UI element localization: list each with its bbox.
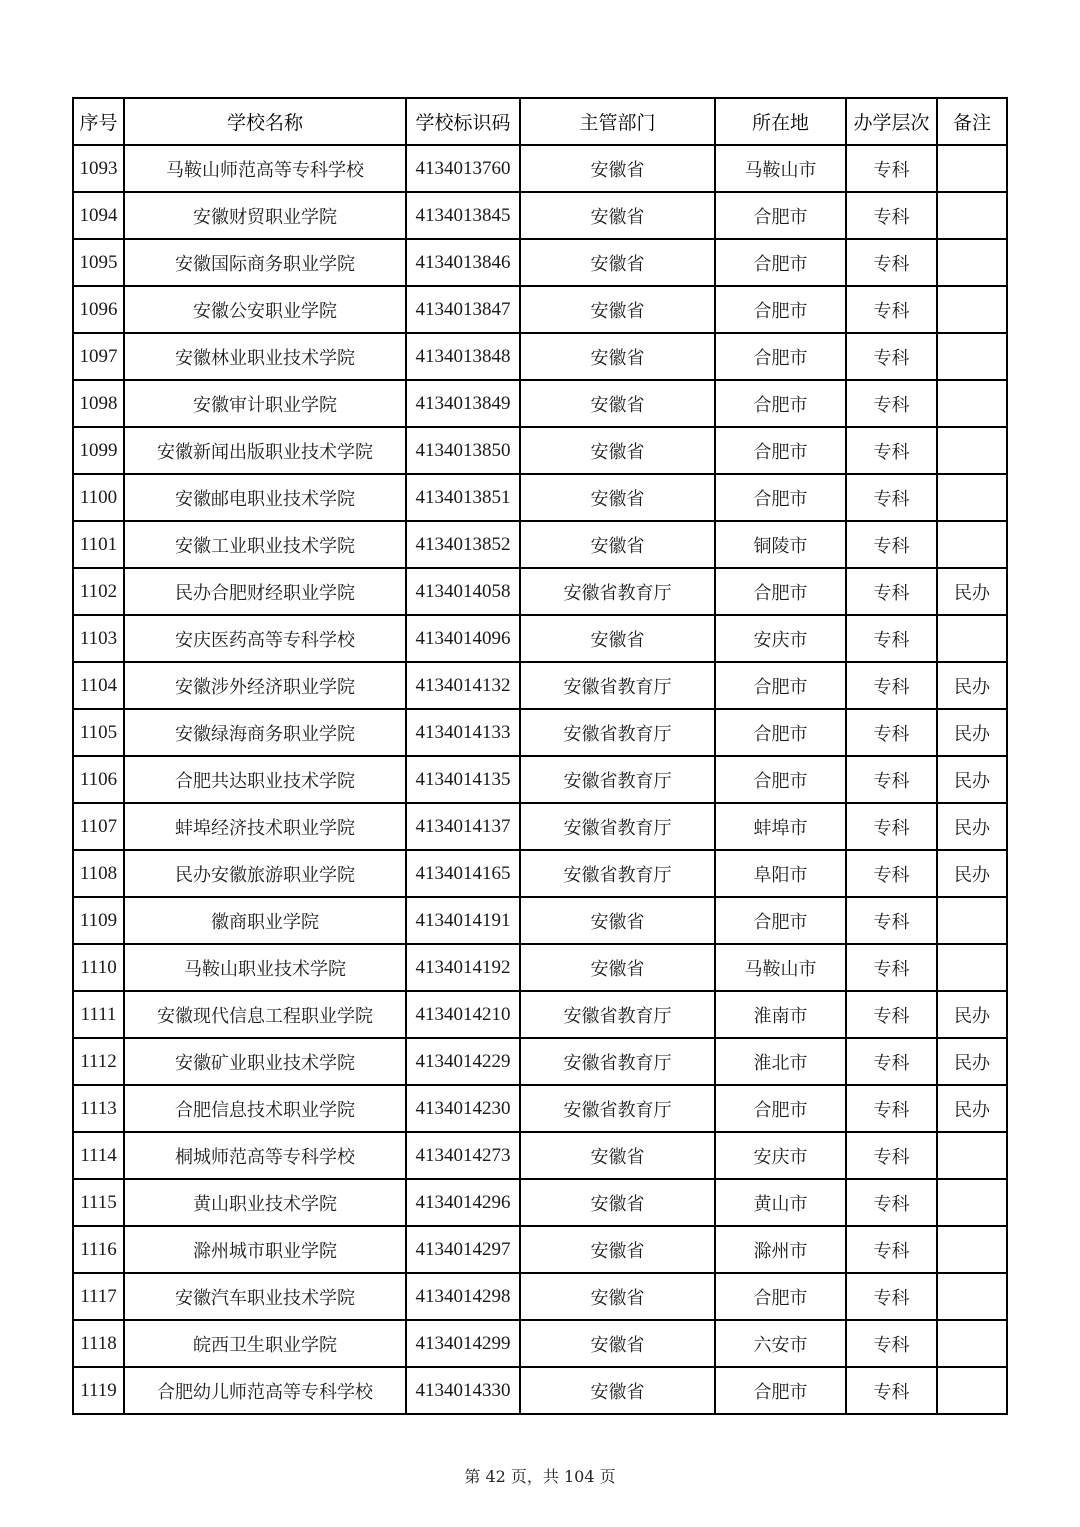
- header-remark: 备注: [937, 98, 1007, 145]
- row-level: 专科: [846, 192, 937, 239]
- row-department: 安徽省: [520, 474, 715, 521]
- table-row: [73, 1273, 1007, 1320]
- row-school-code: 4134014135: [406, 756, 520, 803]
- row-location: 合肥市: [715, 662, 846, 709]
- table-row: [73, 803, 1007, 850]
- row-school-name: 马鞍山职业技术学院: [124, 944, 406, 991]
- row-level: 专科: [846, 991, 937, 1038]
- header-department: 主管部门: [520, 98, 715, 145]
- row-school-code: 4134014230: [406, 1085, 520, 1132]
- row-location: 合肥市: [715, 568, 846, 615]
- row-remark: 民办: [937, 991, 1007, 1038]
- row-level: 专科: [846, 239, 937, 286]
- row-location: 安庆市: [715, 615, 846, 662]
- row-department: 安徽省: [520, 1132, 715, 1179]
- row-remark: 民办: [937, 1085, 1007, 1132]
- row-remark: [937, 1320, 1007, 1367]
- row-level: 专科: [846, 568, 937, 615]
- row-school-name: 皖西卫生职业学院: [124, 1320, 406, 1367]
- row-remark: [937, 1179, 1007, 1226]
- row-remark: 民办: [937, 662, 1007, 709]
- row-level: 专科: [846, 850, 937, 897]
- row-remark: [937, 286, 1007, 333]
- row-location: 合肥市: [715, 333, 846, 380]
- row-department: 安徽省: [520, 239, 715, 286]
- row-school-code: 4134014165: [406, 850, 520, 897]
- row-level: 专科: [846, 1038, 937, 1085]
- row-school-code: 4134014330: [406, 1367, 520, 1414]
- row-school-code: 4134013850: [406, 427, 520, 474]
- table-header-row: [73, 98, 1007, 145]
- row-school-code: 4134013848: [406, 333, 520, 380]
- table-row: [73, 850, 1007, 897]
- row-department: 安徽省: [520, 333, 715, 380]
- table-row: [73, 286, 1007, 333]
- row-school-code: 4134014296: [406, 1179, 520, 1226]
- row-department: 安徽省: [520, 145, 715, 192]
- row-serial: 1104: [73, 662, 124, 709]
- header-school-name: 学校名称: [124, 98, 406, 145]
- row-serial: 1119: [73, 1367, 124, 1414]
- row-serial: 1115: [73, 1179, 124, 1226]
- row-serial: 1103: [73, 615, 124, 662]
- row-school-code: 4134013851: [406, 474, 520, 521]
- row-remark: [937, 1226, 1007, 1273]
- row-school-name: 黄山职业技术学院: [124, 1179, 406, 1226]
- row-level: 专科: [846, 333, 937, 380]
- row-serial: 1101: [73, 521, 124, 568]
- row-school-code: 4134014137: [406, 803, 520, 850]
- row-serial: 1107: [73, 803, 124, 850]
- row-school-name: 合肥共达职业技术学院: [124, 756, 406, 803]
- table-row: [73, 1320, 1007, 1367]
- row-department: 安徽省: [520, 615, 715, 662]
- row-school-code: 4134014273: [406, 1132, 520, 1179]
- row-school-code: 4134014229: [406, 1038, 520, 1085]
- row-remark: [937, 474, 1007, 521]
- row-department: 安徽省: [520, 897, 715, 944]
- row-level: 专科: [846, 756, 937, 803]
- row-school-name: 安徽汽车职业技术学院: [124, 1273, 406, 1320]
- row-level: 专科: [846, 662, 937, 709]
- row-level: 专科: [846, 1273, 937, 1320]
- row-level: 专科: [846, 427, 937, 474]
- row-location: 马鞍山市: [715, 145, 846, 192]
- row-serial: 1108: [73, 850, 124, 897]
- row-remark: [937, 897, 1007, 944]
- row-school-name: 安徽林业职业技术学院: [124, 333, 406, 380]
- table-row: [73, 145, 1007, 192]
- table-row: [73, 1179, 1007, 1226]
- row-location: 滁州市: [715, 1226, 846, 1273]
- row-remark: 民办: [937, 568, 1007, 615]
- row-remark: [937, 427, 1007, 474]
- row-serial: 1095: [73, 239, 124, 286]
- row-serial: 1110: [73, 944, 124, 991]
- header-school-code: 学校标识码: [406, 98, 520, 145]
- row-remark: [937, 192, 1007, 239]
- row-school-code: 4134014297: [406, 1226, 520, 1273]
- row-level: 专科: [846, 521, 937, 568]
- row-school-name: 安徽现代信息工程职业学院: [124, 991, 406, 1038]
- table-row: [73, 427, 1007, 474]
- row-remark: [937, 1132, 1007, 1179]
- row-department: 安徽省教育厅: [520, 568, 715, 615]
- row-remark: 民办: [937, 850, 1007, 897]
- row-school-name: 徽商职业学院: [124, 897, 406, 944]
- row-remark: [937, 1273, 1007, 1320]
- row-school-name: 民办安徽旅游职业学院: [124, 850, 406, 897]
- row-school-name: 安徽绿海商务职业学院: [124, 709, 406, 756]
- row-school-name: 安徽矿业职业技术学院: [124, 1038, 406, 1085]
- row-department: 安徽省: [520, 1226, 715, 1273]
- table-row: [73, 1038, 1007, 1085]
- row-remark: 民办: [937, 1038, 1007, 1085]
- row-school-name: 安徽公安职业学院: [124, 286, 406, 333]
- table-row: [73, 615, 1007, 662]
- table-row: [73, 1226, 1007, 1273]
- row-department: 安徽省: [520, 286, 715, 333]
- row-level: 专科: [846, 474, 937, 521]
- row-serial: 1100: [73, 474, 124, 521]
- table-row: [73, 192, 1007, 239]
- row-serial: 1109: [73, 897, 124, 944]
- row-serial: 1114: [73, 1132, 124, 1179]
- row-level: 专科: [846, 709, 937, 756]
- table-row: [73, 568, 1007, 615]
- row-department: 安徽省: [520, 192, 715, 239]
- row-remark: [937, 380, 1007, 427]
- table-row: [73, 380, 1007, 427]
- row-location: 合肥市: [715, 1273, 846, 1320]
- row-school-name: 桐城师范高等专科学校: [124, 1132, 406, 1179]
- row-serial: 1106: [73, 756, 124, 803]
- row-department: 安徽省: [520, 427, 715, 474]
- row-school-name: 合肥幼儿师范高等专科学校: [124, 1367, 406, 1414]
- row-level: 专科: [846, 615, 937, 662]
- row-department: 安徽省: [520, 944, 715, 991]
- row-school-code: 4134014210: [406, 991, 520, 1038]
- row-school-code: 4134014132: [406, 662, 520, 709]
- row-serial: 1112: [73, 1038, 124, 1085]
- row-location: 合肥市: [715, 756, 846, 803]
- row-department: 安徽省: [520, 521, 715, 568]
- row-school-code: 4134013849: [406, 380, 520, 427]
- row-serial: 1102: [73, 568, 124, 615]
- row-department: 安徽省教育厅: [520, 662, 715, 709]
- row-location: 合肥市: [715, 474, 846, 521]
- row-location: 淮北市: [715, 1038, 846, 1085]
- row-level: 专科: [846, 380, 937, 427]
- row-department: 安徽省教育厅: [520, 756, 715, 803]
- page-footer: 第 42 页，共 104 页: [464, 1467, 616, 1486]
- row-department: 安徽省: [520, 1367, 715, 1414]
- row-location: 合肥市: [715, 192, 846, 239]
- table-row: [73, 944, 1007, 991]
- row-school-code: 4134013847: [406, 286, 520, 333]
- row-location: 蚌埠市: [715, 803, 846, 850]
- row-level: 专科: [846, 145, 937, 192]
- row-remark: 民办: [937, 709, 1007, 756]
- table-row: [73, 474, 1007, 521]
- row-school-code: 4134014298: [406, 1273, 520, 1320]
- row-location: 阜阳市: [715, 850, 846, 897]
- row-level: 专科: [846, 286, 937, 333]
- row-school-name: 合肥信息技术职业学院: [124, 1085, 406, 1132]
- row-school-code: 4134013845: [406, 192, 520, 239]
- row-school-name: 安徽工业职业技术学院: [124, 521, 406, 568]
- row-school-code: 4134014299: [406, 1320, 520, 1367]
- row-location: 合肥市: [715, 1367, 846, 1414]
- row-school-name: 安徽新闻出版职业技术学院: [124, 427, 406, 474]
- row-school-code: 4134013852: [406, 521, 520, 568]
- row-location: 合肥市: [715, 380, 846, 427]
- table-row: [73, 521, 1007, 568]
- row-remark: [937, 239, 1007, 286]
- row-serial: 1113: [73, 1085, 124, 1132]
- table-row: [73, 756, 1007, 803]
- row-school-name: 蚌埠经济技术职业学院: [124, 803, 406, 850]
- table-row: [73, 1132, 1007, 1179]
- row-department: 安徽省: [520, 1320, 715, 1367]
- row-remark: [937, 521, 1007, 568]
- row-serial: 1093: [73, 145, 124, 192]
- row-serial: 1098: [73, 380, 124, 427]
- row-level: 专科: [846, 944, 937, 991]
- row-remark: [937, 145, 1007, 192]
- row-location: 六安市: [715, 1320, 846, 1367]
- row-location: 马鞍山市: [715, 944, 846, 991]
- row-level: 专科: [846, 1367, 937, 1414]
- row-level: 专科: [846, 1085, 937, 1132]
- row-school-code: 4134014058: [406, 568, 520, 615]
- row-level: 专科: [846, 1132, 937, 1179]
- row-department: 安徽省: [520, 1273, 715, 1320]
- row-school-name: 安徽财贸职业学院: [124, 192, 406, 239]
- row-department: 安徽省: [520, 380, 715, 427]
- row-department: 安徽省教育厅: [520, 709, 715, 756]
- row-school-name: 安徽涉外经济职业学院: [124, 662, 406, 709]
- row-serial: 1111: [73, 991, 124, 1038]
- table-row: [73, 1367, 1007, 1414]
- row-department: 安徽省教育厅: [520, 1038, 715, 1085]
- table-row: [73, 991, 1007, 1038]
- row-serial: 1116: [73, 1226, 124, 1273]
- row-school-name: 马鞍山师范高等专科学校: [124, 145, 406, 192]
- header-level: 办学层次: [846, 98, 937, 145]
- row-school-code: 4134013760: [406, 145, 520, 192]
- row-school-name: 滁州城市职业学院: [124, 1226, 406, 1273]
- row-remark: [937, 333, 1007, 380]
- row-remark: 民办: [937, 756, 1007, 803]
- row-location: 合肥市: [715, 897, 846, 944]
- table-row: [73, 333, 1007, 380]
- table-row: [73, 1085, 1007, 1132]
- row-location: 铜陵市: [715, 521, 846, 568]
- row-department: 安徽省教育厅: [520, 850, 715, 897]
- row-location: 黄山市: [715, 1179, 846, 1226]
- row-school-name: 安徽国际商务职业学院: [124, 239, 406, 286]
- row-remark: [937, 615, 1007, 662]
- row-school-name: 民办合肥财经职业学院: [124, 568, 406, 615]
- row-remark: [937, 944, 1007, 991]
- row-level: 专科: [846, 1226, 937, 1273]
- row-serial: 1118: [73, 1320, 124, 1367]
- table-row: [73, 709, 1007, 756]
- row-remark: 民办: [937, 803, 1007, 850]
- row-school-code: 4134014096: [406, 615, 520, 662]
- table-body: [73, 145, 1007, 1414]
- row-serial: 1099: [73, 427, 124, 474]
- row-location: 合肥市: [715, 427, 846, 474]
- row-school-code: 4134014133: [406, 709, 520, 756]
- row-department: 安徽省教育厅: [520, 803, 715, 850]
- row-location: 合肥市: [715, 286, 846, 333]
- row-location: 合肥市: [715, 1085, 846, 1132]
- row-department: 安徽省: [520, 1179, 715, 1226]
- row-location: 淮南市: [715, 991, 846, 1038]
- row-serial: 1094: [73, 192, 124, 239]
- header-serial: 序号: [73, 98, 124, 145]
- row-school-code: 4134014191: [406, 897, 520, 944]
- row-serial: 1096: [73, 286, 124, 333]
- row-level: 专科: [846, 1179, 937, 1226]
- row-school-name: 安徽邮电职业技术学院: [124, 474, 406, 521]
- row-serial: 1105: [73, 709, 124, 756]
- row-department: 安徽省教育厅: [520, 1085, 715, 1132]
- row-school-name: 安徽审计职业学院: [124, 380, 406, 427]
- row-school-code: 4134014192: [406, 944, 520, 991]
- row-serial: 1097: [73, 333, 124, 380]
- row-level: 专科: [846, 803, 937, 850]
- row-serial: 1117: [73, 1273, 124, 1320]
- header-location: 所在地: [715, 98, 846, 145]
- table-row: [73, 897, 1007, 944]
- schools-table: [72, 97, 1008, 1415]
- row-school-code: 4134013846: [406, 239, 520, 286]
- row-location: 合肥市: [715, 239, 846, 286]
- row-school-name: 安庆医药高等专科学校: [124, 615, 406, 662]
- table-row: [73, 662, 1007, 709]
- table-row: [73, 239, 1007, 286]
- row-location: 合肥市: [715, 709, 846, 756]
- row-level: 专科: [846, 897, 937, 944]
- row-department: 安徽省教育厅: [520, 991, 715, 1038]
- row-remark: [937, 1367, 1007, 1414]
- row-location: 安庆市: [715, 1132, 846, 1179]
- row-level: 专科: [846, 1320, 937, 1367]
